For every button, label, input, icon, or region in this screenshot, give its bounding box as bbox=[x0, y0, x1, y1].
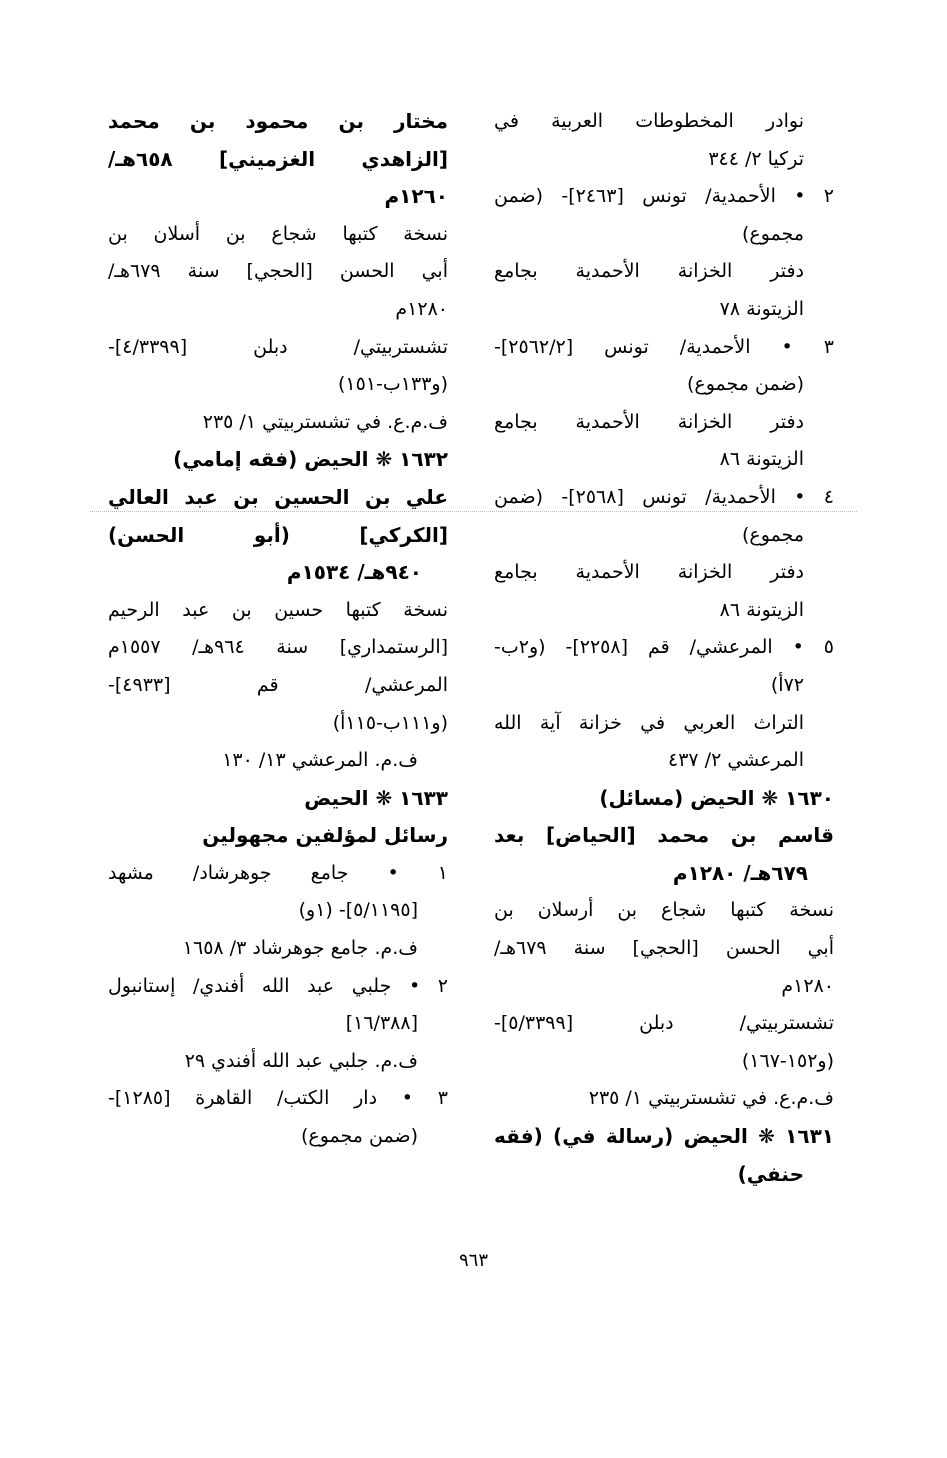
text-line: دفتر الخزانة الأحمدية بجامع bbox=[494, 410, 804, 433]
text-line: ف.م.ع. في تشستربيتي ١/ ٢٣٥ bbox=[202, 410, 448, 433]
left-column bbox=[108, 103, 448, 1156]
subheading: رسائل لمؤلفين مجهولين bbox=[202, 823, 448, 848]
text-line: دفتر الخزانة الأحمدية بجامع bbox=[494, 561, 804, 584]
text-line: [٥/١١٩٥]- (١و) bbox=[298, 899, 418, 922]
list-item-1: ١ • جامع جوهرشاد/ مشهد bbox=[108, 861, 448, 884]
entry-heading-1631-cont: حنفي) bbox=[737, 1161, 804, 1186]
text-line: (و١٥٢-١٦٧) bbox=[741, 1049, 834, 1072]
text-line: المرعشي/ قم [٤٩٣٣]- bbox=[108, 673, 448, 696]
author-dates: ٩٤٠هـ/ ١٥٣٤م bbox=[286, 560, 422, 585]
entry-heading-1632: ١٦٣٢ ❋ الحيض (فقه إمامي) bbox=[173, 447, 448, 472]
text-line: المرعشي ٢/ ٤٣٧ bbox=[668, 749, 804, 772]
author-name-cont: [الزاهدي الغزميني] ٦٥٨هـ/ bbox=[108, 146, 448, 171]
text-line: ف.م. المرعشي ١٣/ ١٣٠ bbox=[222, 749, 418, 772]
text-line: (و١١١ب-١١٥أ) bbox=[332, 711, 448, 734]
entry-heading-1633: ١٦٣٣ ❋ الحيض bbox=[304, 785, 448, 810]
text-line: (ضمن مجموع) bbox=[686, 373, 804, 396]
text-line: [الرستمداري] سنة ٩٦٤هـ/ ١٥٥٧م bbox=[108, 636, 448, 659]
text-line: تركيا ٢/ ٣٤٤ bbox=[708, 147, 804, 170]
list-item-3: ٣ • الأحمدية/ تونس [٢٥٦٢/٢]- bbox=[494, 335, 834, 358]
text-line: نسخة كتبها شجاع بن أرسلان بن bbox=[494, 899, 834, 922]
text-line: نسخة كتبها شجاع بن أسلان بن bbox=[108, 222, 448, 245]
list-item-5: ٥ • المرعشي/ قم [٢٢٥٨]- (و٢ب- bbox=[494, 636, 834, 659]
text-line: ١٢٨٠م bbox=[781, 974, 834, 997]
author-dates: ٦٧٩هـ/ ١٢٨٠م bbox=[672, 860, 808, 885]
entry-heading-1631: ١٦٣١ ❋ الحيض (رسالة في) (فقه bbox=[494, 1124, 834, 1149]
text-line: ١٢٨٠م bbox=[395, 297, 448, 320]
text-line: (و١٣٣ب-١٥١) bbox=[337, 373, 448, 396]
text-line: الزيتونة ٨٦ bbox=[719, 448, 804, 471]
text-line: مجموع) bbox=[742, 222, 804, 245]
list-item-2: ٢ • جلبي عبد الله أفندي/ إستانبول bbox=[108, 974, 448, 997]
text-line: التراث العربي في خزانة آية الله bbox=[494, 711, 804, 734]
text-line: ف.م. جامع جوهرشاد ٣/ ١٦٥٨ bbox=[182, 937, 418, 960]
entry-heading-1630: ١٦٣٠ ❋ الحيض (مسائل) bbox=[599, 785, 834, 810]
right-column bbox=[494, 103, 834, 1193]
text-line: [١٦/٣٨٨] bbox=[345, 1012, 418, 1035]
text-line: دفتر الخزانة الأحمدية بجامع bbox=[494, 260, 804, 283]
page-number: ٩٦٣ bbox=[458, 1250, 488, 1271]
author-name-cont: [الكركي] (أبو الحسن) bbox=[108, 522, 448, 547]
author-name: مختار بن محمود بن محمد bbox=[108, 109, 448, 133]
list-item-4: ٤ • الأحمدية/ تونس [٢٥٦٨]- (ضمن bbox=[494, 485, 834, 508]
text-line: نوادر المخطوطات العربية في bbox=[494, 110, 804, 132]
list-item-3: ٣ • دار الكتب/ القاهرة [١٢٨٥]- bbox=[108, 1087, 448, 1110]
text-line: نسخة كتبها حسين بن عبد الرحيم bbox=[108, 598, 448, 621]
text-line: الزيتونة ٨٦ bbox=[719, 598, 804, 621]
author-name: قاسم بن محمد [الحياض] بعد bbox=[494, 823, 834, 848]
text-line: ٧٢أ) bbox=[770, 673, 804, 696]
text-line: ف.م. جلبي عبد الله أفندي ٢٩ bbox=[184, 1049, 418, 1072]
text-line: أبي الحسن [الحجي] سنة ٦٧٩هـ/ bbox=[108, 260, 448, 283]
author-dates: ١٢٦٠م bbox=[384, 184, 448, 209]
author-name: علي بن الحسين بن عبد العالي bbox=[108, 484, 448, 509]
text-line: أبي الحسن [الحجي] سنة ٦٧٩هـ/ bbox=[494, 937, 834, 960]
list-item-2: ٢ • الأحمدية/ تونس [٢٤٦٣]- (ضمن bbox=[494, 185, 834, 208]
text-line: مجموع) bbox=[742, 523, 804, 546]
text-line: الزيتونة ٧٨ bbox=[719, 297, 804, 320]
text-line: تشستربيتي/ دبلن [٤/٣٣٩٩]- bbox=[108, 335, 448, 358]
text-line: تشستربيتي/ دبلن [٥/٣٣٩٩]- bbox=[494, 1012, 834, 1035]
text-line: ف.م.ع. في تشستربيتي ١/ ٢٣٥ bbox=[588, 1087, 834, 1110]
text-line: (ضمن مجموع) bbox=[300, 1125, 418, 1148]
